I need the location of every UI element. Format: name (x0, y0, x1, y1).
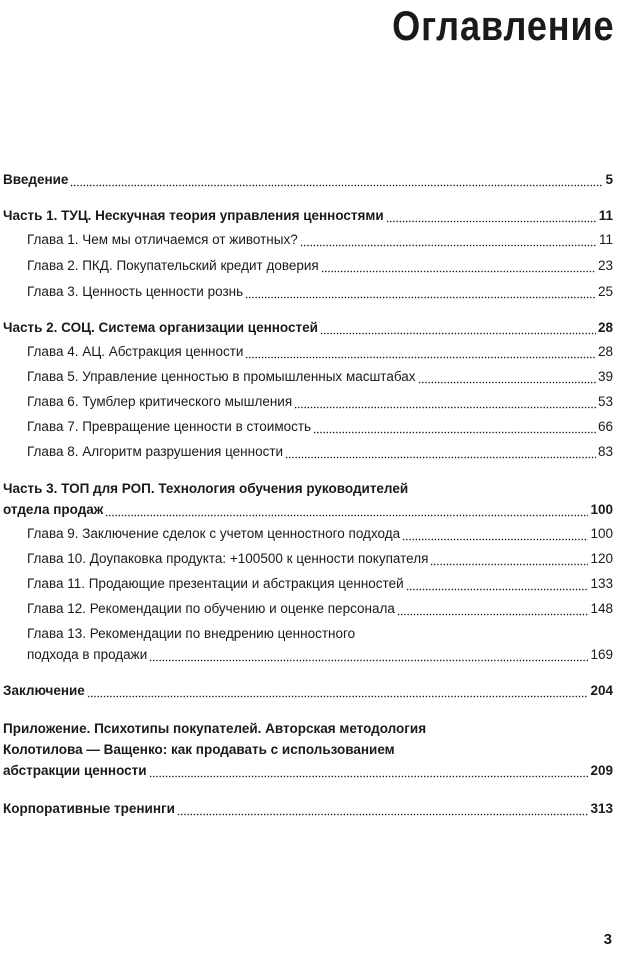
dot-leader (245, 282, 596, 302)
dot-leader (285, 442, 596, 462)
toc-entry-title: Глава 10. Доупаковка продукта: +100500 к ценности покупателя (27, 551, 429, 566)
table-of-contents (3, 170, 613, 819)
toc-page-number: 39 (597, 369, 613, 384)
toc-page-number: 53 (597, 394, 613, 409)
toc-entry-ch10[interactable] (3, 549, 613, 569)
toc-entry-part3[interactable] (3, 500, 613, 520)
toc-page-number: 11 (598, 232, 613, 247)
toc-entry-title: Глава 4. АЦ. Абстракция ценности (27, 344, 244, 359)
toc-entry-title: Глава 8. Алгоритм разрушения ценности (27, 444, 284, 459)
toc-entry-title: отдела продаж (3, 502, 104, 517)
toc-page-number: 209 (590, 763, 613, 778)
toc-entry-ch12[interactable] (3, 599, 613, 619)
dot-leader (294, 392, 596, 412)
dot-leader (149, 645, 588, 665)
toc-entry-title: Введение (3, 172, 69, 187)
dot-leader (177, 799, 589, 819)
toc-page-number: 100 (590, 502, 613, 517)
toc-entry-ch6[interactable] (3, 392, 613, 412)
toc-entry-ch4[interactable] (3, 342, 613, 362)
dot-leader (300, 230, 597, 250)
toc-entry-title: Глава 5. Управление ценностью в промышленных масштабах (27, 369, 416, 384)
page-title: Оглавление (391, 2, 614, 49)
toc-entry-ch13-line1[interactable]: Глава 13. Рекомендации по внедрению ценностного (27, 626, 356, 641)
page-number: 3 (603, 931, 612, 948)
toc-page-number: 25 (597, 284, 613, 299)
dot-leader (430, 549, 588, 569)
toc-entry-ch13[interactable] (3, 645, 613, 665)
dot-leader (245, 342, 595, 362)
toc-entry-title: Глава 12. Рекомендации по обучению и оценке персонала (27, 601, 395, 616)
toc-entry-ch11[interactable] (3, 574, 613, 594)
toc-page-number: 148 (590, 601, 613, 616)
toc-page-number: 100 (590, 526, 613, 541)
toc-entry-title: Глава 7. Превращение ценности в стоимость (27, 419, 312, 434)
dot-leader (70, 170, 603, 190)
toc-page-number: 83 (597, 444, 613, 459)
toc-page-number: 204 (590, 683, 613, 698)
toc-entry-title: подхода в продажи (27, 647, 148, 662)
toc-entry-title: Глава 11. Продающие презентации и абстракция ценностей (27, 576, 404, 591)
toc-page-number: 133 (590, 576, 613, 591)
toc-entry-title: Часть 1. ТУЦ. Нескучная теория управления ценностями (3, 208, 384, 223)
toc-entry-title: Заключение (3, 683, 85, 698)
dot-leader (87, 681, 589, 701)
dot-leader (386, 206, 597, 226)
dot-leader (402, 524, 588, 544)
dot-leader (321, 256, 596, 276)
toc-entry-conclusion[interactable] (3, 681, 613, 701)
toc-entry-title: Корпоративные тренинги (3, 801, 175, 816)
toc-entry-ch5[interactable] (3, 367, 613, 387)
dot-leader (313, 417, 596, 437)
toc-entry-title: Глава 1. Чем мы отличаемся от животных? (27, 232, 298, 247)
toc-entry-part1[interactable] (3, 206, 613, 226)
toc-page-number: 23 (597, 258, 613, 273)
toc-entry-ch3[interactable] (3, 282, 613, 302)
toc-entry-appendix[interactable] (3, 761, 613, 781)
toc-entry-ch7[interactable] (3, 417, 613, 437)
toc-entry-intro[interactable] (3, 170, 613, 190)
toc-page-number: 313 (590, 801, 613, 816)
dot-leader (320, 318, 596, 338)
toc-entry-ch9[interactable] (3, 524, 613, 544)
dot-leader (149, 761, 589, 781)
toc-entry-appendix-line1[interactable]: Приложение. Психотипы покупателей. Авторская методология (3, 721, 427, 736)
toc-entry-title: абстракции ценности (3, 763, 147, 778)
toc-entry-ch8[interactable] (3, 442, 613, 462)
toc-entry-title: Глава 9. Заключение сделок с учетом ценностного подхода (27, 526, 401, 541)
toc-entry-appendix-line2[interactable]: Колотилова — Ващенко: как продавать с использованием (3, 742, 395, 757)
toc-entry-title: Глава 6. Тумблер критического мышления (27, 394, 293, 409)
toc-page-number: 28 (597, 320, 613, 335)
toc-page-number: 66 (597, 419, 613, 434)
toc-page-number: 169 (590, 647, 613, 662)
toc-page-number: 11 (598, 208, 613, 223)
toc-page-number: 120 (590, 551, 613, 566)
toc-entry-title: Глава 2. ПКД. Покупательский кредит доверия (27, 258, 319, 273)
toc-entry-title: Глава 3. Ценность ценности рознь (27, 284, 244, 299)
dot-leader (406, 574, 589, 594)
toc-entry-ch2[interactable] (3, 256, 613, 276)
toc-page-number: 5 (605, 172, 613, 187)
toc-page-number: 28 (597, 344, 613, 359)
dot-leader (397, 599, 589, 619)
toc-entry-part3-line1[interactable]: Часть 3. ТОП для РОП. Технология обучения руководителей (3, 481, 409, 496)
dot-leader (105, 500, 588, 520)
dot-leader (418, 367, 596, 387)
toc-entry-ch1[interactable] (3, 230, 613, 250)
toc-entry-part2[interactable] (3, 318, 613, 338)
toc-entry-trainings[interactable] (3, 799, 613, 819)
toc-entry-title: Часть 2. СОЦ. Система организации ценностей (3, 320, 318, 335)
